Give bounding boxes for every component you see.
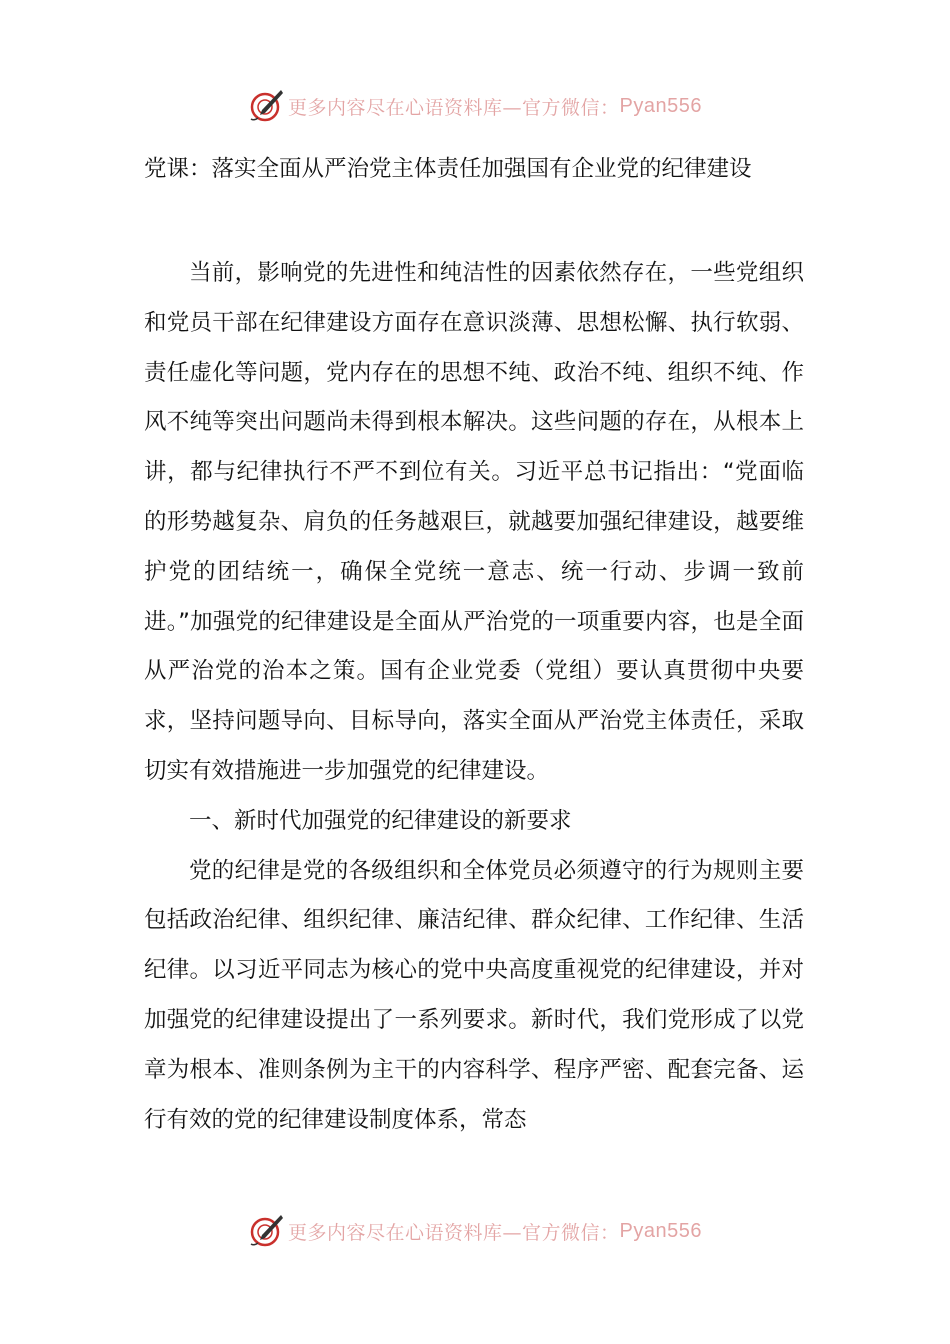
watermark-footer: [0, 1211, 950, 1251]
quill-circle-icon: [248, 88, 284, 124]
watermark-wechat-id: Pyan556: [619, 1219, 702, 1242]
watermark-text: 更多内容尽在心语资料库—官方微信：: [288, 96, 620, 119]
document-body: [144, 249, 804, 1145]
watermark-header: [0, 86, 950, 126]
paragraph-intro: 当前，影响党的先进性和纯洁性的因素依然存在，一些党组织和党员干部在纪律建设方面存在意识淡薄、思想松懈、执行软弱、责任虚化等问题，党内存在的思想不纯、政治不纯、组织不纯、作风不纯等突出问题尚未得到根本解决。这些问题的存在，从根本上讲，都与纪律执行不严不到位有关。习近平总书记指出：“党面临的形势越复杂、肩负的任务越艰巨，就越要加强纪律建设，越要维护党的团结统一，确保全党统一意志、统一行动、步调一致前进。”加强党的纪律建设是全面从严治党的一项重要内容，也是全面从严治党的治本之策。国有企业党委（党组）要认真贯彻中央要求，坚持问题导向、目标导向，落实全面从严治党主体责任，采取切实有效措施进一步加强党的纪律建设。: [144, 260, 804, 784]
watermark-text: 更多内容尽在心语资料库—官方微信：: [288, 1221, 620, 1244]
quill-circle-icon: [248, 1213, 284, 1249]
paragraph-discipline: 党的纪律是党的各级组织和全体党员必须遵守的行为规则主要包括政治纪律、组织纪律、廉洁纪律、群众纪律、工作纪律、生活纪律。以习近平同志为核心的党中央高度重视党的纪律建设，并对加强党的纪律建设提出了一系列要求。新时代，我们党形成了以党章为根本、准则条例为主干的内容科学、程序严密、配套完备、运行有效的党的纪律建设制度体系，常态: [144, 857, 804, 1133]
watermark-wechat-id: Pyan556: [619, 94, 702, 117]
section-heading: 一、新时代加强党的纪律建设的新要求: [189, 807, 572, 834]
document-title: 党课：落实全面从严治党主体责任加强国有企业党的纪律建设: [144, 156, 752, 182]
